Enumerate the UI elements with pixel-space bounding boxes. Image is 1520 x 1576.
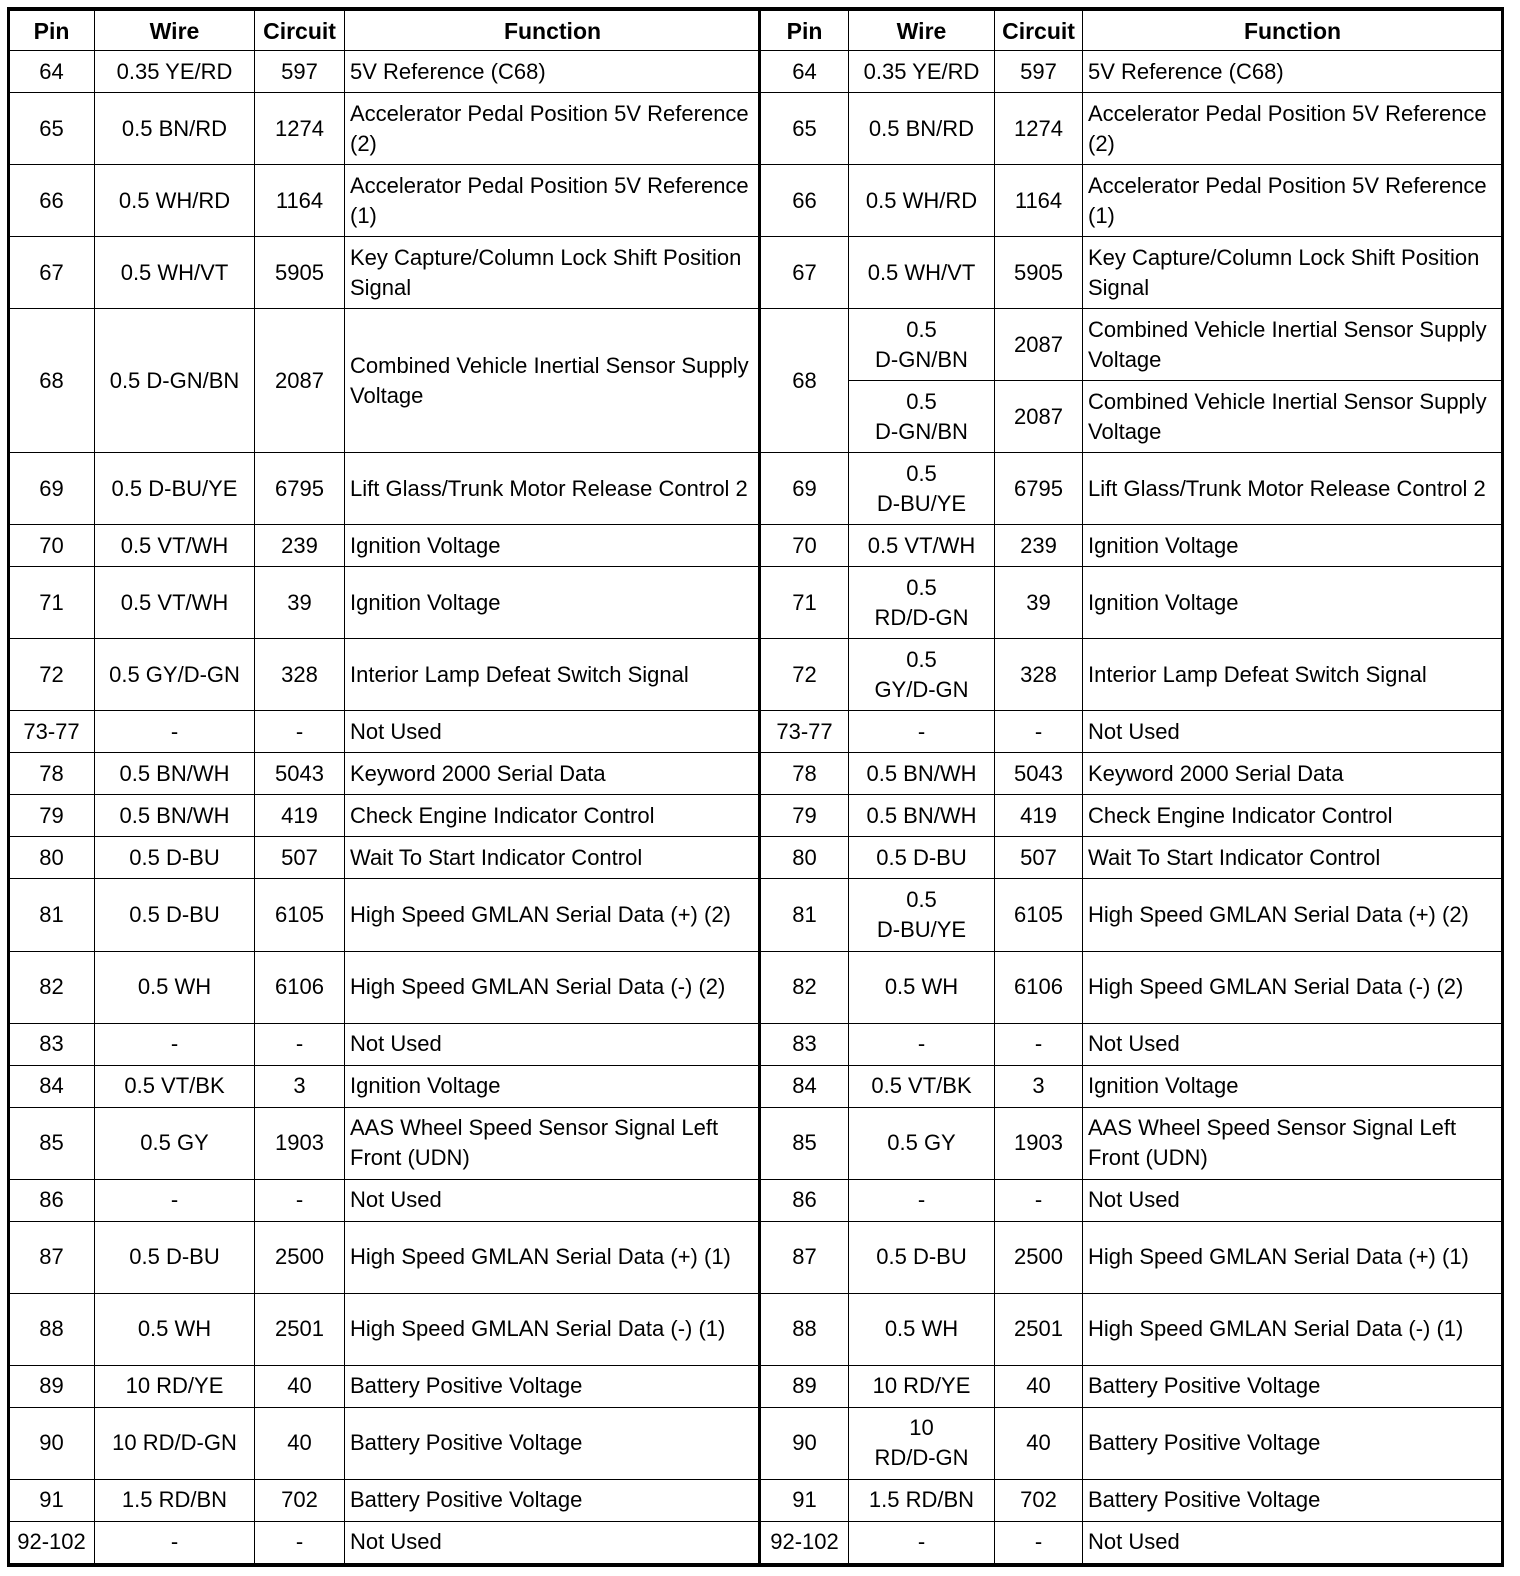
- table-row: [761, 1107, 1503, 1179]
- table-row: [761, 1521, 1503, 1563]
- table-row: [9, 951, 761, 1023]
- table-row: [9, 165, 761, 237]
- wire-cell: 0.5 D-GN/BN: [95, 309, 255, 453]
- table-row: [761, 753, 1503, 795]
- circuit-cell: 5905: [995, 237, 1083, 309]
- function-cell: AAS Wheel Speed Sensor Signal Left Front (UDN): [345, 1107, 761, 1179]
- pin-cell: 85: [761, 1107, 849, 1179]
- wire-cell: 0.5 BN/WH: [849, 795, 995, 837]
- circuit-cell: 6106: [995, 951, 1083, 1023]
- header-circuit: Circuit: [255, 11, 345, 51]
- wire-cell: -: [849, 711, 995, 753]
- table-row: [9, 453, 761, 525]
- wire-cell: 0.5 WH: [849, 1293, 995, 1365]
- wire-cell: 1.5 RD/BN: [95, 1479, 255, 1521]
- wire-cell: 0.5 GY/D-GN: [95, 639, 255, 711]
- wire-cell: 0.35 YE/RD: [95, 51, 255, 93]
- function-cell: High Speed GMLAN Serial Data (+) (2): [345, 879, 761, 951]
- circuit-cell: 3: [255, 1065, 345, 1107]
- wire-cell: 0.5 D-BU/YE: [95, 453, 255, 525]
- pin-cell: 66: [761, 165, 849, 237]
- pin-cell: 91: [9, 1479, 95, 1521]
- circuit-cell: 2087: [995, 381, 1083, 453]
- circuit-cell: 2501: [995, 1293, 1083, 1365]
- function-cell: Check Engine Indicator Control: [1083, 795, 1503, 837]
- wire-cell: 0.5 D-BU: [95, 1221, 255, 1293]
- function-cell: Not Used: [345, 1179, 761, 1221]
- circuit-cell: 507: [255, 837, 345, 879]
- pin-cell: 65: [761, 93, 849, 165]
- wire-cell: 0.5 GY: [95, 1107, 255, 1179]
- wire-cell: 0.5 D-BU: [95, 879, 255, 951]
- wire-cell: -: [849, 1023, 995, 1065]
- function-cell: Not Used: [345, 711, 761, 753]
- table-row: [761, 525, 1503, 567]
- function-cell: Ignition Voltage: [345, 1065, 761, 1107]
- table-row: [9, 753, 761, 795]
- circuit-cell: -: [255, 1521, 345, 1563]
- table-row: [761, 1221, 1503, 1293]
- pin-cell: 88: [761, 1293, 849, 1365]
- wire-cell: 0.5 VT/BK: [95, 1065, 255, 1107]
- circuit-cell: 419: [995, 795, 1083, 837]
- wire-cell: -: [849, 1179, 995, 1221]
- pin-cell: 84: [9, 1065, 95, 1107]
- header-circuit: Circuit: [995, 11, 1083, 51]
- circuit-cell: 6795: [995, 453, 1083, 525]
- circuit-cell: 1274: [255, 93, 345, 165]
- wire-cell: 0.5 WH: [849, 951, 995, 1023]
- circuit-cell: 40: [255, 1365, 345, 1407]
- table-row: [761, 1179, 1503, 1221]
- table-row: [9, 1179, 761, 1221]
- function-cell: Keyword 2000 Serial Data: [345, 753, 761, 795]
- function-cell: High Speed GMLAN Serial Data (-) (2): [1083, 951, 1503, 1023]
- pin-cell: 71: [9, 567, 95, 639]
- pin-cell: 87: [9, 1221, 95, 1293]
- circuit-cell: 1903: [995, 1107, 1083, 1179]
- table-row: [761, 1365, 1503, 1407]
- pin-cell: 90: [9, 1407, 95, 1479]
- right-pinout-table: [760, 7, 1502, 1567]
- function-cell: Combined Vehicle Inertial Sensor Supply Voltage: [1083, 381, 1503, 453]
- function-cell: Not Used: [1083, 1023, 1503, 1065]
- table-row: [761, 93, 1503, 165]
- circuit-cell: 1164: [995, 165, 1083, 237]
- function-cell: Battery Positive Voltage: [345, 1407, 761, 1479]
- function-cell: Wait To Start Indicator Control: [345, 837, 761, 879]
- function-cell: High Speed GMLAN Serial Data (-) (2): [345, 951, 761, 1023]
- circuit-cell: 5043: [255, 753, 345, 795]
- wire-cell: 0.5 WH/RD: [849, 165, 995, 237]
- wire-cell: 0.5 BN/WH: [95, 753, 255, 795]
- pin-cell: 83: [761, 1023, 849, 1065]
- pin-cell: 68: [761, 309, 849, 453]
- circuit-cell: -: [995, 1521, 1083, 1563]
- function-cell: Combined Vehicle Inertial Sensor Supply Voltage: [1083, 309, 1503, 381]
- function-cell: Not Used: [345, 1023, 761, 1065]
- wire-cell: 10 RD/D-GN: [95, 1407, 255, 1479]
- table-row: [761, 951, 1503, 1023]
- pin-cell: 92-102: [761, 1521, 849, 1563]
- table-row: [761, 1293, 1503, 1365]
- wire-cell: 0.5 RD/D-GN: [849, 567, 995, 639]
- circuit-cell: 6105: [995, 879, 1083, 951]
- header-pin: Pin: [9, 11, 95, 51]
- wire-cell: 0.5 WH/RD: [95, 165, 255, 237]
- function-cell: Wait To Start Indicator Control: [1083, 837, 1503, 879]
- function-cell: Accelerator Pedal Position 5V Reference (1): [345, 165, 761, 237]
- pin-cell: 86: [9, 1179, 95, 1221]
- wire-cell: -: [95, 1179, 255, 1221]
- table-row: [761, 795, 1503, 837]
- wire-cell: 1.5 RD/BN: [849, 1479, 995, 1521]
- pin-cell: 67: [761, 237, 849, 309]
- header-wire: Wire: [95, 11, 255, 51]
- circuit-cell: 5043: [995, 753, 1083, 795]
- wire-cell: 0.5 VT/WH: [95, 525, 255, 567]
- pin-cell: 80: [9, 837, 95, 879]
- function-cell: High Speed GMLAN Serial Data (+) (1): [345, 1221, 761, 1293]
- function-cell: AAS Wheel Speed Sensor Signal Left Front (UDN): [1083, 1107, 1503, 1179]
- function-cell: Interior Lamp Defeat Switch Signal: [1083, 639, 1503, 711]
- circuit-cell: 597: [995, 51, 1083, 93]
- table-row: [761, 1479, 1503, 1521]
- table-row: [761, 711, 1503, 753]
- circuit-cell: 40: [995, 1365, 1083, 1407]
- circuit-cell: 6795: [255, 453, 345, 525]
- pin-cell: 70: [9, 525, 95, 567]
- table-row: [9, 237, 761, 309]
- pin-cell: 80: [761, 837, 849, 879]
- circuit-cell: 5905: [255, 237, 345, 309]
- circuit-cell: 239: [255, 525, 345, 567]
- table-row: [761, 165, 1503, 237]
- function-cell: Lift Glass/Trunk Motor Release Control 2: [1083, 453, 1503, 525]
- wire-cell: 0.5 D-BU: [849, 1221, 995, 1293]
- pin-cell: 87: [761, 1221, 849, 1293]
- circuit-cell: 1164: [255, 165, 345, 237]
- wire-cell: 0.5 GY: [849, 1107, 995, 1179]
- wire-cell: 0.5 D-GN/BN: [849, 309, 995, 381]
- function-cell: High Speed GMLAN Serial Data (-) (1): [345, 1293, 761, 1365]
- pin-cell: 79: [9, 795, 95, 837]
- circuit-cell: 6105: [255, 879, 345, 951]
- table-row: [9, 1023, 761, 1065]
- wire-cell: 0.5 D-BU/YE: [849, 453, 995, 525]
- circuit-cell: -: [255, 711, 345, 753]
- pin-cell: 78: [9, 753, 95, 795]
- pin-cell: 82: [9, 951, 95, 1023]
- circuit-cell: 2500: [255, 1221, 345, 1293]
- circuit-cell: 2087: [995, 309, 1083, 381]
- table-row: [9, 93, 761, 165]
- wire-cell: 10 RD/D-GN: [849, 1407, 995, 1479]
- wire-cell: 0.5 WH: [95, 1293, 255, 1365]
- table-row: [9, 639, 761, 711]
- table-row: [761, 837, 1503, 879]
- circuit-cell: 1903: [255, 1107, 345, 1179]
- pin-cell: 73-77: [9, 711, 95, 753]
- pin-cell: 89: [761, 1365, 849, 1407]
- function-cell: Accelerator Pedal Position 5V Reference (2): [1083, 93, 1503, 165]
- pin-cell: 72: [9, 639, 95, 711]
- circuit-cell: 239: [995, 525, 1083, 567]
- pin-cell: 67: [9, 237, 95, 309]
- circuit-cell: 39: [995, 567, 1083, 639]
- table-row: [761, 1407, 1503, 1479]
- circuit-cell: -: [995, 1179, 1083, 1221]
- wire-cell: 0.5 D-BU: [849, 837, 995, 879]
- header-pin: Pin: [761, 11, 849, 51]
- table-row: [9, 1221, 761, 1293]
- wire-cell: 0.5 BN/WH: [849, 753, 995, 795]
- pin-cell: 65: [9, 93, 95, 165]
- circuit-cell: 702: [995, 1479, 1083, 1521]
- circuit-cell: 6106: [255, 951, 345, 1023]
- function-cell: Ignition Voltage: [1083, 525, 1503, 567]
- function-cell: Ignition Voltage: [1083, 567, 1503, 639]
- function-cell: Ignition Voltage: [1083, 1065, 1503, 1107]
- pin-cell: 68: [9, 309, 95, 453]
- table-row: [761, 1065, 1503, 1107]
- circuit-cell: 328: [995, 639, 1083, 711]
- pin-cell: 79: [761, 795, 849, 837]
- function-cell: Battery Positive Voltage: [345, 1365, 761, 1407]
- function-cell: Check Engine Indicator Control: [345, 795, 761, 837]
- wire-cell: 0.5 VT/WH: [849, 525, 995, 567]
- table-row: [9, 309, 761, 453]
- table-row: [761, 381, 1503, 453]
- circuit-cell: -: [255, 1179, 345, 1221]
- function-cell: 5V Reference (C68): [345, 51, 761, 93]
- wire-cell: 0.5 VT/WH: [95, 567, 255, 639]
- pin-cell: 78: [761, 753, 849, 795]
- circuit-cell: 1274: [995, 93, 1083, 165]
- function-cell: Keyword 2000 Serial Data: [1083, 753, 1503, 795]
- table-row: [9, 1365, 761, 1407]
- pin-cell: 72: [761, 639, 849, 711]
- wire-cell: 0.5 D-BU/YE: [849, 879, 995, 951]
- wire-cell: 0.5 BN/RD: [849, 93, 995, 165]
- wire-cell: -: [95, 1521, 255, 1563]
- table-row: [761, 639, 1503, 711]
- circuit-cell: 2087: [255, 309, 345, 453]
- wire-cell: -: [95, 711, 255, 753]
- header-function: Function: [345, 11, 761, 51]
- table-row: [761, 879, 1503, 951]
- table-row: [761, 51, 1503, 93]
- table-row: [9, 567, 761, 639]
- circuit-cell: 597: [255, 51, 345, 93]
- function-cell: High Speed GMLAN Serial Data (+) (2): [1083, 879, 1503, 951]
- table-row: [761, 237, 1503, 309]
- circuit-cell: -: [255, 1023, 345, 1065]
- pin-cell: 81: [9, 879, 95, 951]
- circuit-cell: 507: [995, 837, 1083, 879]
- circuit-cell: 419: [255, 795, 345, 837]
- wire-cell: -: [95, 1023, 255, 1065]
- wire-cell: 0.5 BN/RD: [95, 93, 255, 165]
- pin-cell: 64: [9, 51, 95, 93]
- pin-cell: 92-102: [9, 1521, 95, 1563]
- function-cell: Battery Positive Voltage: [1083, 1407, 1503, 1479]
- circuit-cell: 40: [995, 1407, 1083, 1479]
- function-cell: Battery Positive Voltage: [1083, 1479, 1503, 1521]
- function-cell: Not Used: [1083, 711, 1503, 753]
- pin-cell: 71: [761, 567, 849, 639]
- pin-cell: 69: [761, 453, 849, 525]
- left-pinout-table: [8, 7, 760, 1567]
- circuit-cell: 702: [255, 1479, 345, 1521]
- circuit-cell: 39: [255, 567, 345, 639]
- pin-cell: 82: [761, 951, 849, 1023]
- table-row: [9, 51, 761, 93]
- circuit-cell: 2501: [255, 1293, 345, 1365]
- wire-cell: 0.5 D-GN/BN: [849, 381, 995, 453]
- wire-cell: 0.5 GY/D-GN: [849, 639, 995, 711]
- function-cell: Lift Glass/Trunk Motor Release Control 2: [345, 453, 761, 525]
- pin-cell: 90: [761, 1407, 849, 1479]
- function-cell: Accelerator Pedal Position 5V Reference (2): [345, 93, 761, 165]
- circuit-cell: -: [995, 711, 1083, 753]
- function-cell: High Speed GMLAN Serial Data (-) (1): [1083, 1293, 1503, 1365]
- pin-cell: 85: [9, 1107, 95, 1179]
- function-cell: Not Used: [1083, 1521, 1503, 1563]
- table-row: [9, 837, 761, 879]
- wire-cell: 0.5 WH/VT: [849, 237, 995, 309]
- function-cell: Accelerator Pedal Position 5V Reference (1): [1083, 165, 1503, 237]
- function-cell: High Speed GMLAN Serial Data (+) (1): [1083, 1221, 1503, 1293]
- function-cell: Not Used: [345, 1521, 761, 1563]
- wire-cell: 0.5 D-BU: [95, 837, 255, 879]
- table-row: [761, 453, 1503, 525]
- wire-cell: 0.5 VT/BK: [849, 1065, 995, 1107]
- pin-cell: 84: [761, 1065, 849, 1107]
- circuit-cell: 3: [995, 1065, 1083, 1107]
- function-cell: Battery Positive Voltage: [1083, 1365, 1503, 1407]
- table-row: [761, 309, 1503, 381]
- table-row: [9, 1521, 761, 1563]
- table-row: [9, 1107, 761, 1179]
- wire-cell: 0.35 YE/RD: [849, 51, 995, 93]
- function-cell: Not Used: [1083, 1179, 1503, 1221]
- pin-cell: 73-77: [761, 711, 849, 753]
- circuit-cell: 40: [255, 1407, 345, 1479]
- circuit-cell: 2500: [995, 1221, 1083, 1293]
- pin-cell: 64: [761, 51, 849, 93]
- wire-cell: 0.5 BN/WH: [95, 795, 255, 837]
- function-cell: Combined Vehicle Inertial Sensor Supply Voltage: [345, 309, 761, 453]
- pin-cell: 81: [761, 879, 849, 951]
- pin-cell: 66: [9, 165, 95, 237]
- pin-cell: 88: [9, 1293, 95, 1365]
- pin-cell: 70: [761, 525, 849, 567]
- table-row: [9, 1293, 761, 1365]
- table-row: [761, 1023, 1503, 1065]
- pin-cell: 69: [9, 453, 95, 525]
- function-cell: Ignition Voltage: [345, 567, 761, 639]
- wire-cell: 0.5 WH: [95, 951, 255, 1023]
- header-function: Function: [1083, 11, 1503, 51]
- table-row: [9, 525, 761, 567]
- pin-cell: 91: [761, 1479, 849, 1521]
- header-wire: Wire: [849, 11, 995, 51]
- table-row: [9, 1407, 761, 1479]
- table-row: [9, 1479, 761, 1521]
- function-cell: 5V Reference (C68): [1083, 51, 1503, 93]
- circuit-cell: 328: [255, 639, 345, 711]
- pin-cell: 89: [9, 1365, 95, 1407]
- table-row: [9, 795, 761, 837]
- function-cell: Ignition Voltage: [345, 525, 761, 567]
- pin-cell: 86: [761, 1179, 849, 1221]
- function-cell: Battery Positive Voltage: [345, 1479, 761, 1521]
- pin-cell: 83: [9, 1023, 95, 1065]
- table-row: [9, 1065, 761, 1107]
- wire-cell: 10 RD/YE: [95, 1365, 255, 1407]
- function-cell: Key Capture/Column Lock Shift Position Signal: [1083, 237, 1503, 309]
- wire-cell: 0.5 WH/VT: [95, 237, 255, 309]
- table-row: [761, 567, 1503, 639]
- table-row: [9, 879, 761, 951]
- table-row: [9, 711, 761, 753]
- wire-cell: 10 RD/YE: [849, 1365, 995, 1407]
- circuit-cell: -: [995, 1023, 1083, 1065]
- function-cell: Interior Lamp Defeat Switch Signal: [345, 639, 761, 711]
- function-cell: Key Capture/Column Lock Shift Position Signal: [345, 237, 761, 309]
- wire-cell: -: [849, 1521, 995, 1563]
